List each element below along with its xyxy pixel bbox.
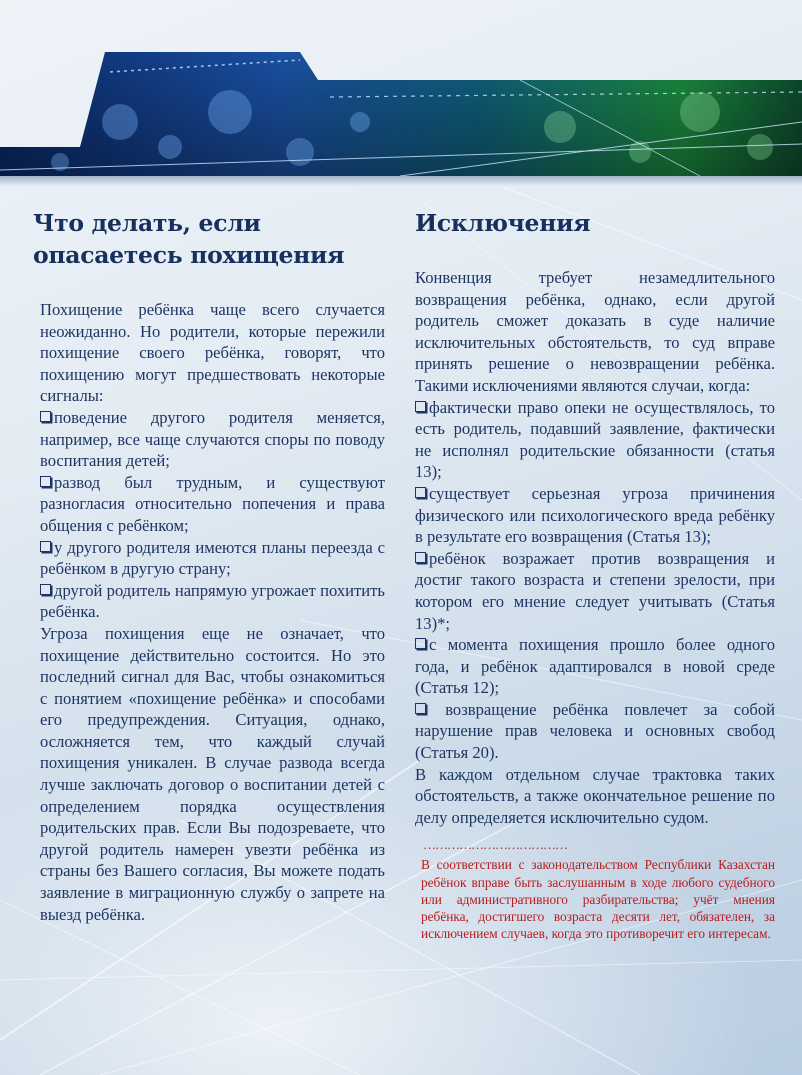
left-bullet-divorce: развод был трудным, и существуют разногласия относительно попечения и права общения с ребёнком; (40, 472, 385, 535)
left-paragraph-intro: Похищение ребёнка чаще всего случается неожиданно. Но родители, которые пережили похищение своего ребёнка, говорят, что похищению могут предшествовать некоторые сигналы: (40, 300, 385, 406)
left-bullet-relocation: у другого родителя имеются планы переезда с ребёнком в другую страну; (40, 537, 385, 579)
left-heading: Что делать, если опасаетесь похищения (33, 209, 345, 269)
left-bullet-threat: другой родитель напрямую угрожает похитить ребёнка. (40, 580, 385, 622)
left-paragraph-conclusion: Угроза похищения еще не означает, что похищение действительно состоится. Но это последний сигнал для Вас, чтобы ознакомиться с понятием «похищение ребёнка» и способами его предупреждения. Ситуация, однако, осложняется тем, что каждый случай похищения уникален. В случае развода всегда лучше заключать договор о воспитании детей с определением порядка осуществления родительских прав. Если Вы подозреваете, что другой родитель намерен увезти ребёнка из страны без Вашего согласия, Вы можете подать заявление в миграционную службу о запрете на выезд ребёнка. (40, 623, 385, 924)
right-bullet-custody: фактически право опеки не осуществлялось, то есть родитель, подавший заявление, фактически не исполнял родительские обязанности (статья 13); (415, 397, 775, 482)
right-paragraph-conclusion: В каждом отдельном случае трактовка таких обстоятельств, а также окончательное решение по делу определяется исключительно судом. (415, 764, 775, 827)
footnote (415, 856, 775, 942)
left-column (33, 207, 385, 925)
header-banner (0, 52, 802, 186)
right-bullet-harm: существует серьезная угроза причинения физического или психологического вреда ребёнку в результате его возвращения (Статья 13); (415, 483, 775, 547)
right-bullet-human-rights: возвращение ребёнка повлечет за собой нарушение прав человека и основных свобод (Статья 20). (415, 699, 775, 763)
left-bullet-behavior: поведение другого родителя меняется, например, все чаще случаются споры по поводу воспитания детей; (40, 407, 385, 471)
footnote-separator: ……………………………… (423, 837, 567, 853)
left-body (33, 299, 385, 925)
right-bullet-one-year: с момента похищения прошло более одного года, и ребёнок адаптировался в новой среде (Статья 12); (415, 635, 775, 698)
footnote-text: В соответствии с законодательством Республики Казахстан ребёнок вправе быть заслушанным в ходе любого судебного или административного разбирательства; учёт мнения ребёнка, достигшего возраста десяти лет, обязателен, за исключением случаев, когда это противоречит его интересам. (421, 857, 775, 942)
right-body (415, 267, 775, 828)
right-column (415, 207, 775, 942)
right-heading: Исключения (415, 209, 591, 237)
banner-graphic (0, 52, 802, 186)
right-bullet-child-objects: ребёнок возражает против возвращения и достиг такого возраста и степени зрелости, при котором его мнение следует учитывать (Статья 13)*; (415, 548, 775, 633)
right-paragraph-intro: Конвенция требует незамедлительного возвращения ребёнка, однако, если другой родитель сможет доказать в суде наличие исключительных обстоятельств, то суд вправе принять решение о невозвращении ребёнка. Такими исключениями являются случаи, когда: (415, 268, 775, 395)
